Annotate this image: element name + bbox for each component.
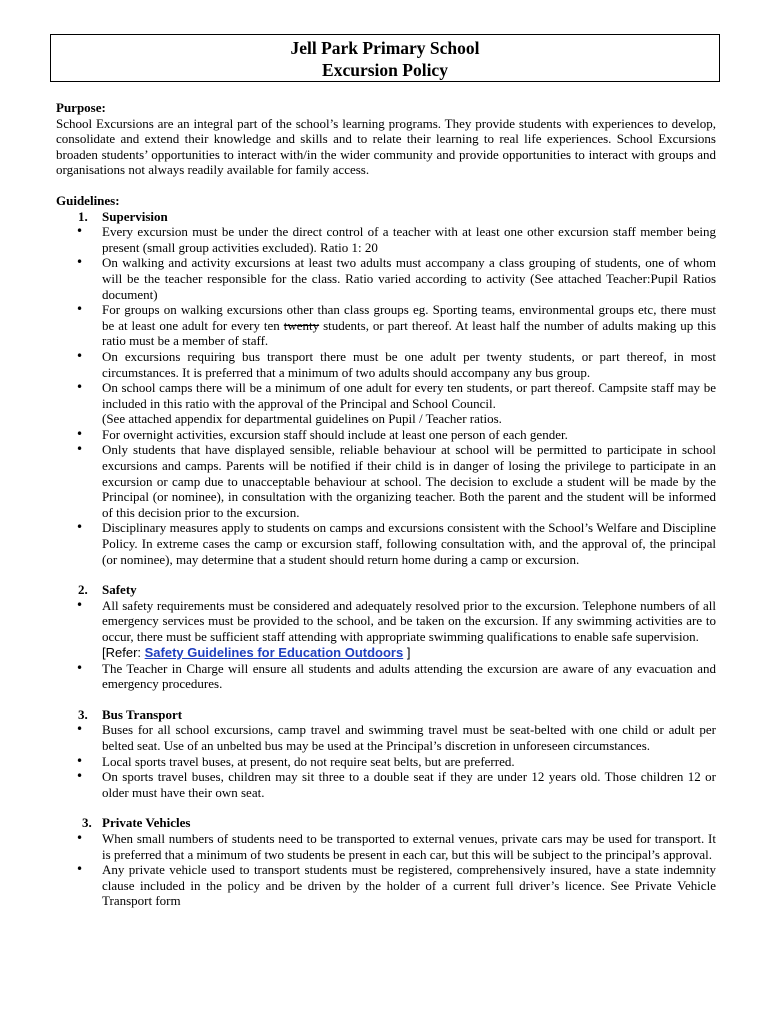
section-safety-heading xyxy=(56,582,716,598)
section-private-heading xyxy=(56,815,716,831)
list-item: • On walking and activity excursions at least two adults must accompany a class grouping of students, one of whom will be the teacher responsible for the class. Ratio varied according to activity (See attached Teacher:Pupil Ratios document) xyxy=(56,255,716,302)
school-name: Jell Park Primary School xyxy=(290,38,480,58)
list-item: • Only students that have displayed sensible, reliable behaviour at school will be permitted to participate in school excursions and camps. Parents will be notified if their child is in danger of losing the privilege to participate in an excursion or camp due to unacceptable behaviour at school. The decision to exclude a student will be made by the Principal (or nominee), in consultation with the organizing teacher. Both the parent and the student will be informed of this decision prior to the excursion. xyxy=(56,442,716,520)
section-number: 3. xyxy=(78,706,88,722)
list-item xyxy=(56,598,716,661)
section-title: Bus Transport xyxy=(102,706,183,722)
list-item-text: On school camps there will be a minimum of one adult for every ten students, or part thereof. Campsite staff may be included in this ratio with the approval of the Principal and School Council. xyxy=(102,380,716,411)
list-item xyxy=(56,380,716,427)
title-box xyxy=(50,34,720,82)
refer-line xyxy=(102,645,716,661)
list-item xyxy=(56,302,716,349)
list-item: • On excursions requiring bus transport there must be one adult per twenty students, or part thereof, in most circumstances. It is preferred that a minimum of two adults should accompany any bus group. xyxy=(56,349,716,380)
private-list xyxy=(56,831,716,909)
list-item: • Buses for all school excursions, camp travel and swimming travel must be seat-belted with one child or adult per belted seat. Use of an unbelted bus may be used at the Principal’s discretion in unforeseen circumstances. xyxy=(56,722,716,753)
section-number: 3. xyxy=(82,815,92,831)
section-title: Supervision xyxy=(102,208,168,224)
guidelines-heading: Guidelines: xyxy=(56,192,120,208)
struck-text: twenty xyxy=(283,317,320,333)
list-item-text: All safety requirements must be considered and adequately resolved prior to the excursion. Telephone numbers of all emergency services must be provided to the school, and be taken on the excursion. If any swimming activities are to occur, there must be sufficient staff attending with appropriate swimming qualifications to enable safe supervision. xyxy=(102,597,716,644)
safety-guidelines-link[interactable]: Safety Guidelines for Education Outdoors xyxy=(144,644,404,660)
refer-suffix: ] xyxy=(403,644,411,660)
section-title: Private Vehicles xyxy=(102,815,191,831)
document-body xyxy=(56,100,716,909)
list-item-text: (See attached appendix for departmental guidelines on Pupil / Teacher ratios. xyxy=(102,411,502,427)
section-bus-heading xyxy=(56,707,716,723)
section-title: Safety xyxy=(102,582,137,598)
purpose-heading: Purpose: xyxy=(56,100,106,115)
purpose-text: School Excursions are an integral part of the school’s learning programs. They provide students with experiences to develop, consolidate and extend their knowledge and skills and to relate their learning to real life experiences. School Excursions broaden students’ opportunities to interact with/in the wider community and provide opportunities to interact with groups and organisations not always readily available for family access. xyxy=(56,115,716,178)
list-item: • Every excursion must be under the direct control of a teacher with at least one other excursion staff member being present (small group activities excluded). Ratio 1: 20 xyxy=(56,224,716,255)
list-item: • Local sports travel buses, at present, do not require seat belts, but are preferred. xyxy=(56,754,716,770)
list-item: • Disciplinary measures apply to students on camps and excursions consistent with the School’s Welfare and Discipline Policy. In extreme cases the camp or excursion staff, following consultation with, and the approval of, the principal (or nominee), may determine that a student should return home during a camp or excursion. xyxy=(56,520,716,567)
section-supervision-heading xyxy=(56,209,716,225)
policy-title: Excursion Policy xyxy=(322,60,448,80)
list-item: • For overnight activities, excursion staff should include at least one person of each gender. xyxy=(56,427,716,443)
bus-list xyxy=(56,722,716,800)
list-item: • When small numbers of students need to be transported to external venues, private cars may be used for transport. It is preferred that a minimum of two students be present in each car, but this will be subject to the principal’s approval. xyxy=(56,831,716,862)
list-item: • On sports travel buses, children may sit three to a double seat if they are under 12 years old. Those children 12 or older must have their own seat. xyxy=(56,769,716,800)
list-item: • Any private vehicle used to transport students must be registered, comprehensively insured, have a state indemnity clause included in the policy and be driven by the holder of a current full driver’s licence. See Private Vehicle Transport form xyxy=(56,862,716,909)
supervision-list xyxy=(56,224,716,567)
list-item-text: For groups on walking excursions other than class groups eg. Sporting teams, environmental groups etc, there must be at least one adult for every ten xyxy=(102,302,716,333)
safety-list xyxy=(56,598,716,692)
section-number: 2. xyxy=(78,582,88,598)
refer-prefix: [Refer: xyxy=(102,644,145,660)
section-number: 1. xyxy=(78,208,88,224)
list-item: • The Teacher in Charge will ensure all students and adults attending the excursion are aware of any evacuation and emergency procedures. xyxy=(56,661,716,692)
list-item-text: students, or part thereof. At least half the number of adults making up this ratio must be a member of staff. xyxy=(102,317,716,349)
